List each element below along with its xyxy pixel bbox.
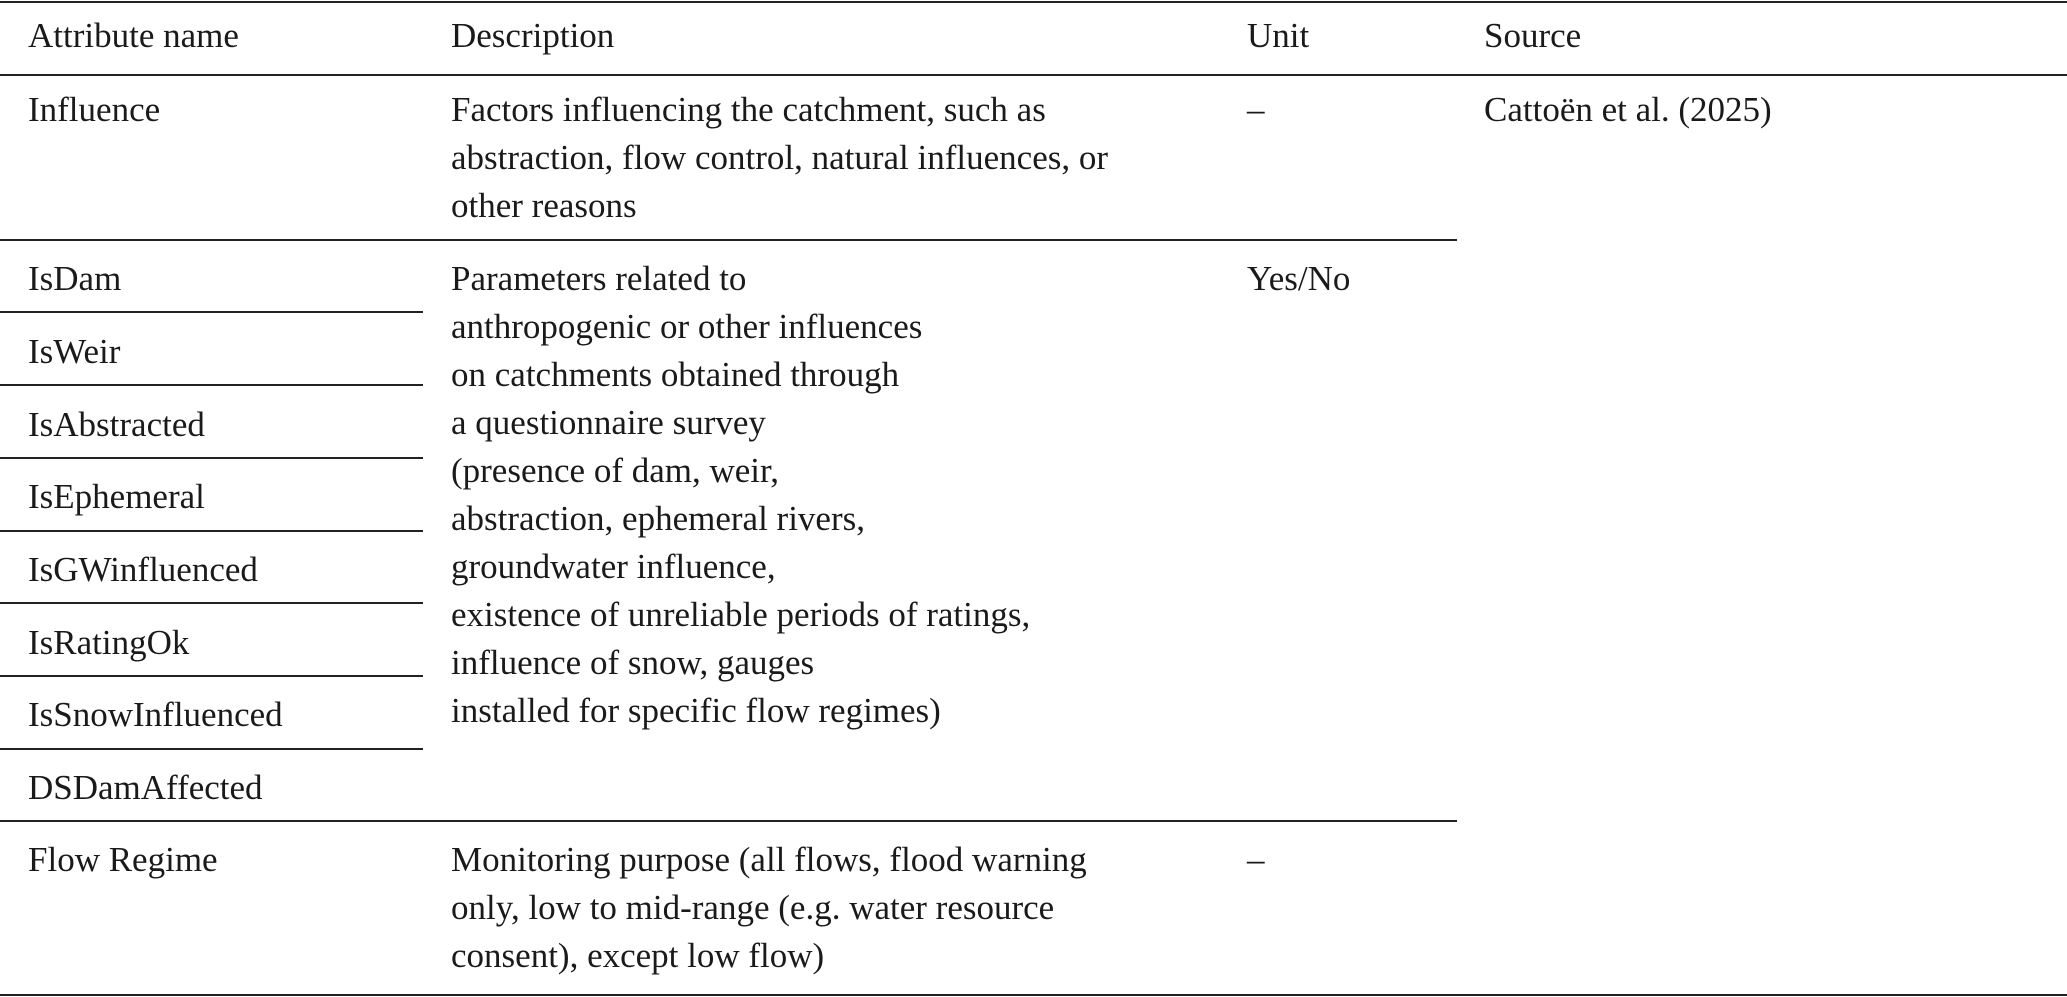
header-attribute-name: Attribute name bbox=[28, 16, 239, 55]
desc-influence-line-3: other reasons bbox=[451, 186, 637, 225]
header-description: Description bbox=[451, 16, 615, 55]
desc-flags-line-7: groundwater influence, bbox=[451, 547, 776, 586]
influence-row-rule bbox=[0, 239, 1457, 241]
desc-influence-line-2: abstraction, flow control, natural influences, or bbox=[451, 138, 1109, 177]
flags-row-rule bbox=[0, 820, 1457, 822]
header-unit: Unit bbox=[1247, 16, 1310, 55]
attr-isabstracted: IsAbstracted bbox=[28, 405, 205, 444]
desc-flags-line-3: on catchments obtained through bbox=[451, 355, 900, 394]
attr-rule-6 bbox=[0, 675, 423, 677]
source-citation: Cattoën et al. (2025) bbox=[1484, 90, 1772, 129]
attr-isdam: IsDam bbox=[28, 259, 122, 298]
attr-rule-1 bbox=[0, 311, 423, 313]
attr-isweir: IsWeir bbox=[28, 332, 121, 371]
desc-influence-line-1: Factors influencing the catchment, such as bbox=[451, 90, 1046, 129]
attr-isgwinfluenced: IsGWinfluenced bbox=[28, 550, 258, 589]
desc-flags-line-8: existence of unreliable periods of ratings, bbox=[451, 595, 1031, 634]
desc-flags-line-6: abstraction, ephemeral rivers, bbox=[451, 499, 865, 538]
desc-flags-line-2: anthropogenic or other influences bbox=[451, 307, 923, 346]
unit-flags: Yes/No bbox=[1247, 259, 1351, 298]
attr-rule-3 bbox=[0, 457, 423, 459]
bottom-rule bbox=[0, 994, 2067, 996]
header-rule bbox=[0, 74, 2067, 76]
desc-flags-line-1: Parameters related to bbox=[451, 259, 747, 298]
attr-rule-5 bbox=[0, 602, 423, 604]
attr-flow-regime: Flow Regime bbox=[28, 840, 218, 879]
attr-dsdamaffected: DSDamAffected bbox=[28, 768, 263, 807]
attr-issnowinfluenced: IsSnowInfluenced bbox=[28, 695, 283, 734]
desc-flow-regime-line-1: Monitoring purpose (all flows, flood warning bbox=[451, 840, 1087, 879]
attr-isratingok: IsRatingOk bbox=[28, 623, 190, 662]
desc-flow-regime-line-2: only, low to mid-range (e.g. water resource bbox=[451, 888, 1055, 927]
desc-flags-line-10: installed for specific flow regimes) bbox=[451, 691, 941, 730]
desc-flow-regime-line-3: consent), except low flow) bbox=[451, 936, 825, 975]
desc-flags-line-9: influence of snow, gauges bbox=[451, 643, 815, 682]
header-source: Source bbox=[1484, 16, 1582, 55]
top-rule bbox=[0, 1, 2067, 3]
attr-influence: Influence bbox=[28, 90, 161, 129]
unit-flow-regime: – bbox=[1247, 840, 1265, 879]
attr-rule-2 bbox=[0, 384, 423, 386]
unit-influence: – bbox=[1247, 90, 1265, 129]
attr-rule-4 bbox=[0, 530, 423, 532]
attr-rule-7 bbox=[0, 748, 423, 750]
desc-flags-line-4: a questionnaire survey bbox=[451, 403, 766, 442]
attr-isephemeral: IsEphemeral bbox=[28, 477, 205, 516]
desc-flags-line-5: (presence of dam, weir, bbox=[451, 451, 780, 490]
